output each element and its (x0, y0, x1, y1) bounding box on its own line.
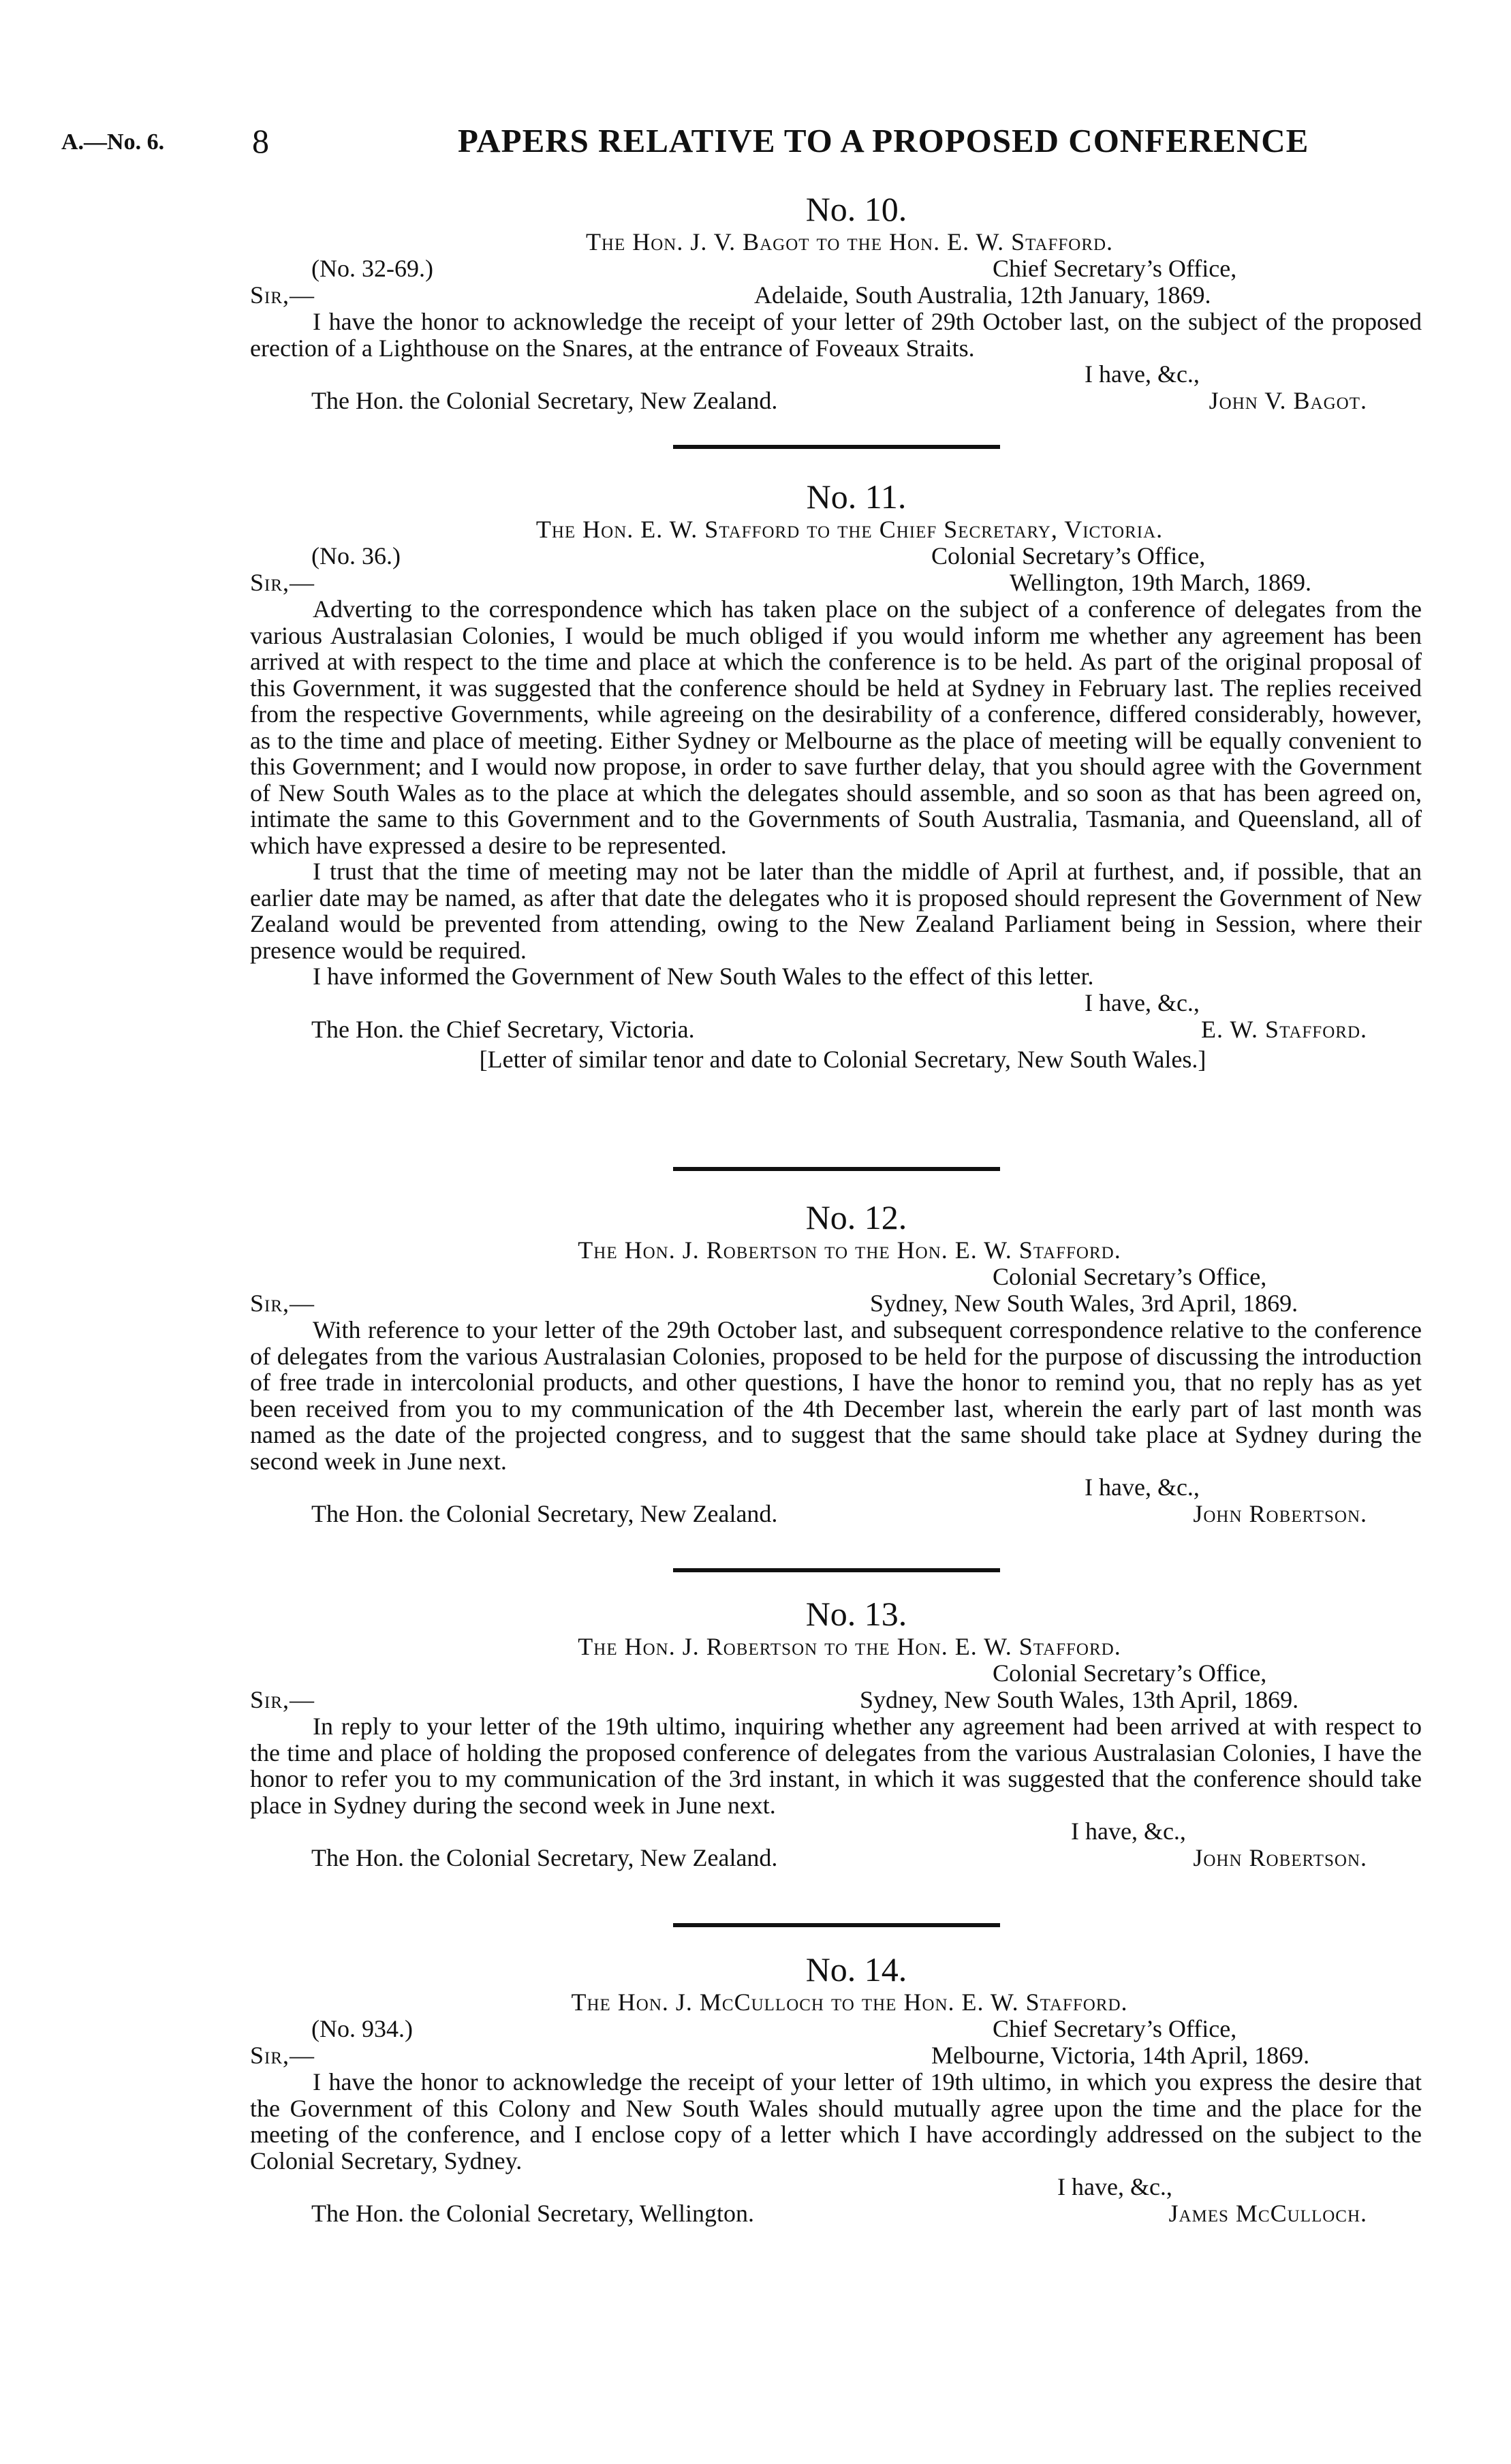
letter-addressee: The Hon. the Colonial Secretary, New Zealand. (311, 387, 778, 414)
salutation: Sir,— (250, 1686, 315, 1713)
letter-signature: John V. Bagot. (1209, 387, 1367, 414)
letter-place-date: Melbourne, Victoria, 14th April, 1869. (931, 2042, 1310, 2069)
running-head (61, 121, 1451, 169)
letter-from-to: The Hon. J. Robertson to the Hon. E. W. Stafford. (578, 1633, 1121, 1660)
letter-number: No. 12. (805, 1198, 907, 1236)
letter-from-to: The Hon. J. V. Bagot to the Hon. E. W. Stafford. (585, 228, 1114, 255)
letter-no-14 (250, 1950, 1422, 2227)
section-divider (673, 1167, 1000, 1171)
letter-addressee: The Hon. the Chief Secretary, Victoria. (311, 1015, 695, 1043)
letter-office: Colonial Secretary’s Office, (993, 1263, 1267, 1290)
letter-addressee: The Hon. the Colonial Secretary, New Zealand. (311, 1500, 778, 1527)
letter-signature: John Robertson. (1193, 1844, 1367, 1871)
letter-place-date: Sydney, New South Wales, 13th April, 1869. (860, 1686, 1299, 1713)
letter-place-date: Sydney, New South Wales, 3rd April, 1869. (870, 1290, 1298, 1317)
letter-addressee: The Hon. the Colonial Secretary, New Zealand. (311, 1844, 778, 1871)
letter-paragraph: I have the honor to acknowledge the receipt of your letter of 19th ultimo, in which you express the desire that the Government of this Colony and New South Wales should mutually agree upon the time and the place for the meeting of the conference, and I enclose copy of a letter which I have accordingly addressed on the subject to the Colonial Secretary, Sydney. (250, 2068, 1422, 2174)
letter-note: [Letter of similar tenor and date to Colonial Secretary, New South Wales.] (479, 1045, 1206, 1073)
letter-addressee: The Hon. the Colonial Secretary, Wellington. (311, 2200, 754, 2227)
letter-signature: John Robertson. (1193, 1500, 1367, 1527)
section-divider (673, 1923, 1000, 1927)
letter-paragraph: Adverting to the correspondence which has taken place on the subject of a conference of delegates from the various Australasian Colonies, I would be much obliged if you would inform me whether any agreement has been arrived at with respect to the time and place at which the conference is to be held. As part of the original proposal of this Government, it was suggested that the conference should be held at Sydney in February last. The replies received from the respective Governments, while agreeing on the desirability of a conference, differed considerably, however, as to the time and place of meeting. Either Sydney or Melbourne as the place of meeting will be equally convenient to this Government; and I would now propose, in order to save further delay, that you should agree with the Government of New South Wales as to the place at which the delegates should assemble, and so soon as that has been agreed on, intimate the same to this Government and to the Governments of South Australia, Tasmania, and Queensland, all of which have expressed a desire to be represented. (250, 595, 1422, 859)
letter-from-to: The Hon. E. W. Stafford to the Chief Secretary, Victoria. (535, 516, 1164, 543)
letter-no-11 (250, 477, 1422, 1073)
letter-number: No. 10. (805, 190, 907, 228)
salutation: Sir,— (250, 281, 315, 309)
letter-no-10 (250, 189, 1422, 414)
letter-place-date: Adelaide, South Australia, 12th January, 1869. (754, 281, 1211, 309)
letter-signature: James McCulloch. (1168, 2200, 1367, 2227)
section-divider (673, 1568, 1000, 1572)
letter-paragraph: In reply to your letter of the 19th ultimo, inquiring whether any agreement had been arrived at with respect to the time and place of holding the proposed conference of delegates from the various Australasian Colonies, I have the honor to refer you to my communication of the 3rd instant, in which it was suggested that the conference should take place in Sydney during the second week in June next. (250, 1713, 1422, 1819)
letter-place-date: Wellington, 19th March, 1869. (1010, 569, 1312, 596)
section-divider (673, 445, 1000, 449)
letter-closing: I have, &c., (1085, 360, 1200, 388)
letter-closing: I have, &c., (1085, 988, 1200, 1016)
page-number: 8 (252, 122, 269, 160)
letter-office: Colonial Secretary’s Office, (931, 542, 1206, 570)
letter-closing: I have, &c., (1057, 2173, 1172, 2200)
salutation: Sir,— (250, 1290, 315, 1317)
salutation: Sir,— (250, 569, 315, 596)
series-number: A.—No. 6. (61, 129, 165, 155)
letter-number: No. 13. (805, 1595, 907, 1633)
page-title: PAPERS RELATIVE TO A PROPOSED CONFERENCE (458, 122, 1309, 159)
letter-office: Colonial Secretary’s Office, (993, 1659, 1267, 1687)
letter-reference: (No. 36.) (311, 542, 401, 570)
letter-paragraph: I have informed the Government of New South Wales to the effect of this letter. (313, 963, 1094, 990)
letter-reference: (No. 934.) (311, 2015, 413, 2042)
letter-office: Chief Secretary’s Office, (993, 2015, 1237, 2042)
letter-paragraph: I trust that the time of meeting may not be later than the middle of April at furthest, and, if possible, that an earlier date may be named, as after that date the delegates who it is proposed should represent the Government of New Zealand would be prevented from attending, owing to the New Zealand Parliament being in Session, where their presence would be required. (250, 858, 1422, 964)
letter-signature: E. W. Stafford. (1201, 1015, 1367, 1043)
letter-closing: I have, &c., (1071, 1818, 1186, 1845)
letter-from-to: The Hon. J. Robertson to the Hon. E. W. Stafford. (578, 1236, 1121, 1264)
letter-office: Chief Secretary’s Office, (993, 255, 1237, 282)
letter-paragraph: With reference to your letter of the 29th October last, and subsequent correspondence relative to the conference of delegates from the various Australasian Colonies, proposed to be held for the purpose of discussing the introduction of free trade in intercolonial products, and other questions, I have the honor to remind you, that no reply has as yet been received from you to my communication of the 4th December last, wherein the early part of last month was named as the date of the projected congress, and to suggest that the same should take place at Sydney during the second week in June next. (250, 1316, 1422, 1475)
letter-closing: I have, &c., (1085, 1473, 1200, 1501)
letter-paragraph: I have the honor to acknowledge the receipt of your letter of 29th October last, on the subject of the proposed erection of a Lighthouse on the Snares, at the entrance of Foveaux Straits. (250, 308, 1422, 362)
letter-number: No. 14. (805, 1950, 907, 1989)
salutation: Sir,— (250, 2042, 315, 2069)
letter-number: No. 11. (806, 478, 907, 516)
letter-reference: (No. 32-69.) (311, 255, 433, 282)
letter-from-to: The Hon. J. McCulloch to the Hon. E. W. Stafford. (571, 1989, 1128, 2016)
letter-no-12 (250, 1198, 1422, 1527)
letter-no-13 (250, 1594, 1422, 1871)
